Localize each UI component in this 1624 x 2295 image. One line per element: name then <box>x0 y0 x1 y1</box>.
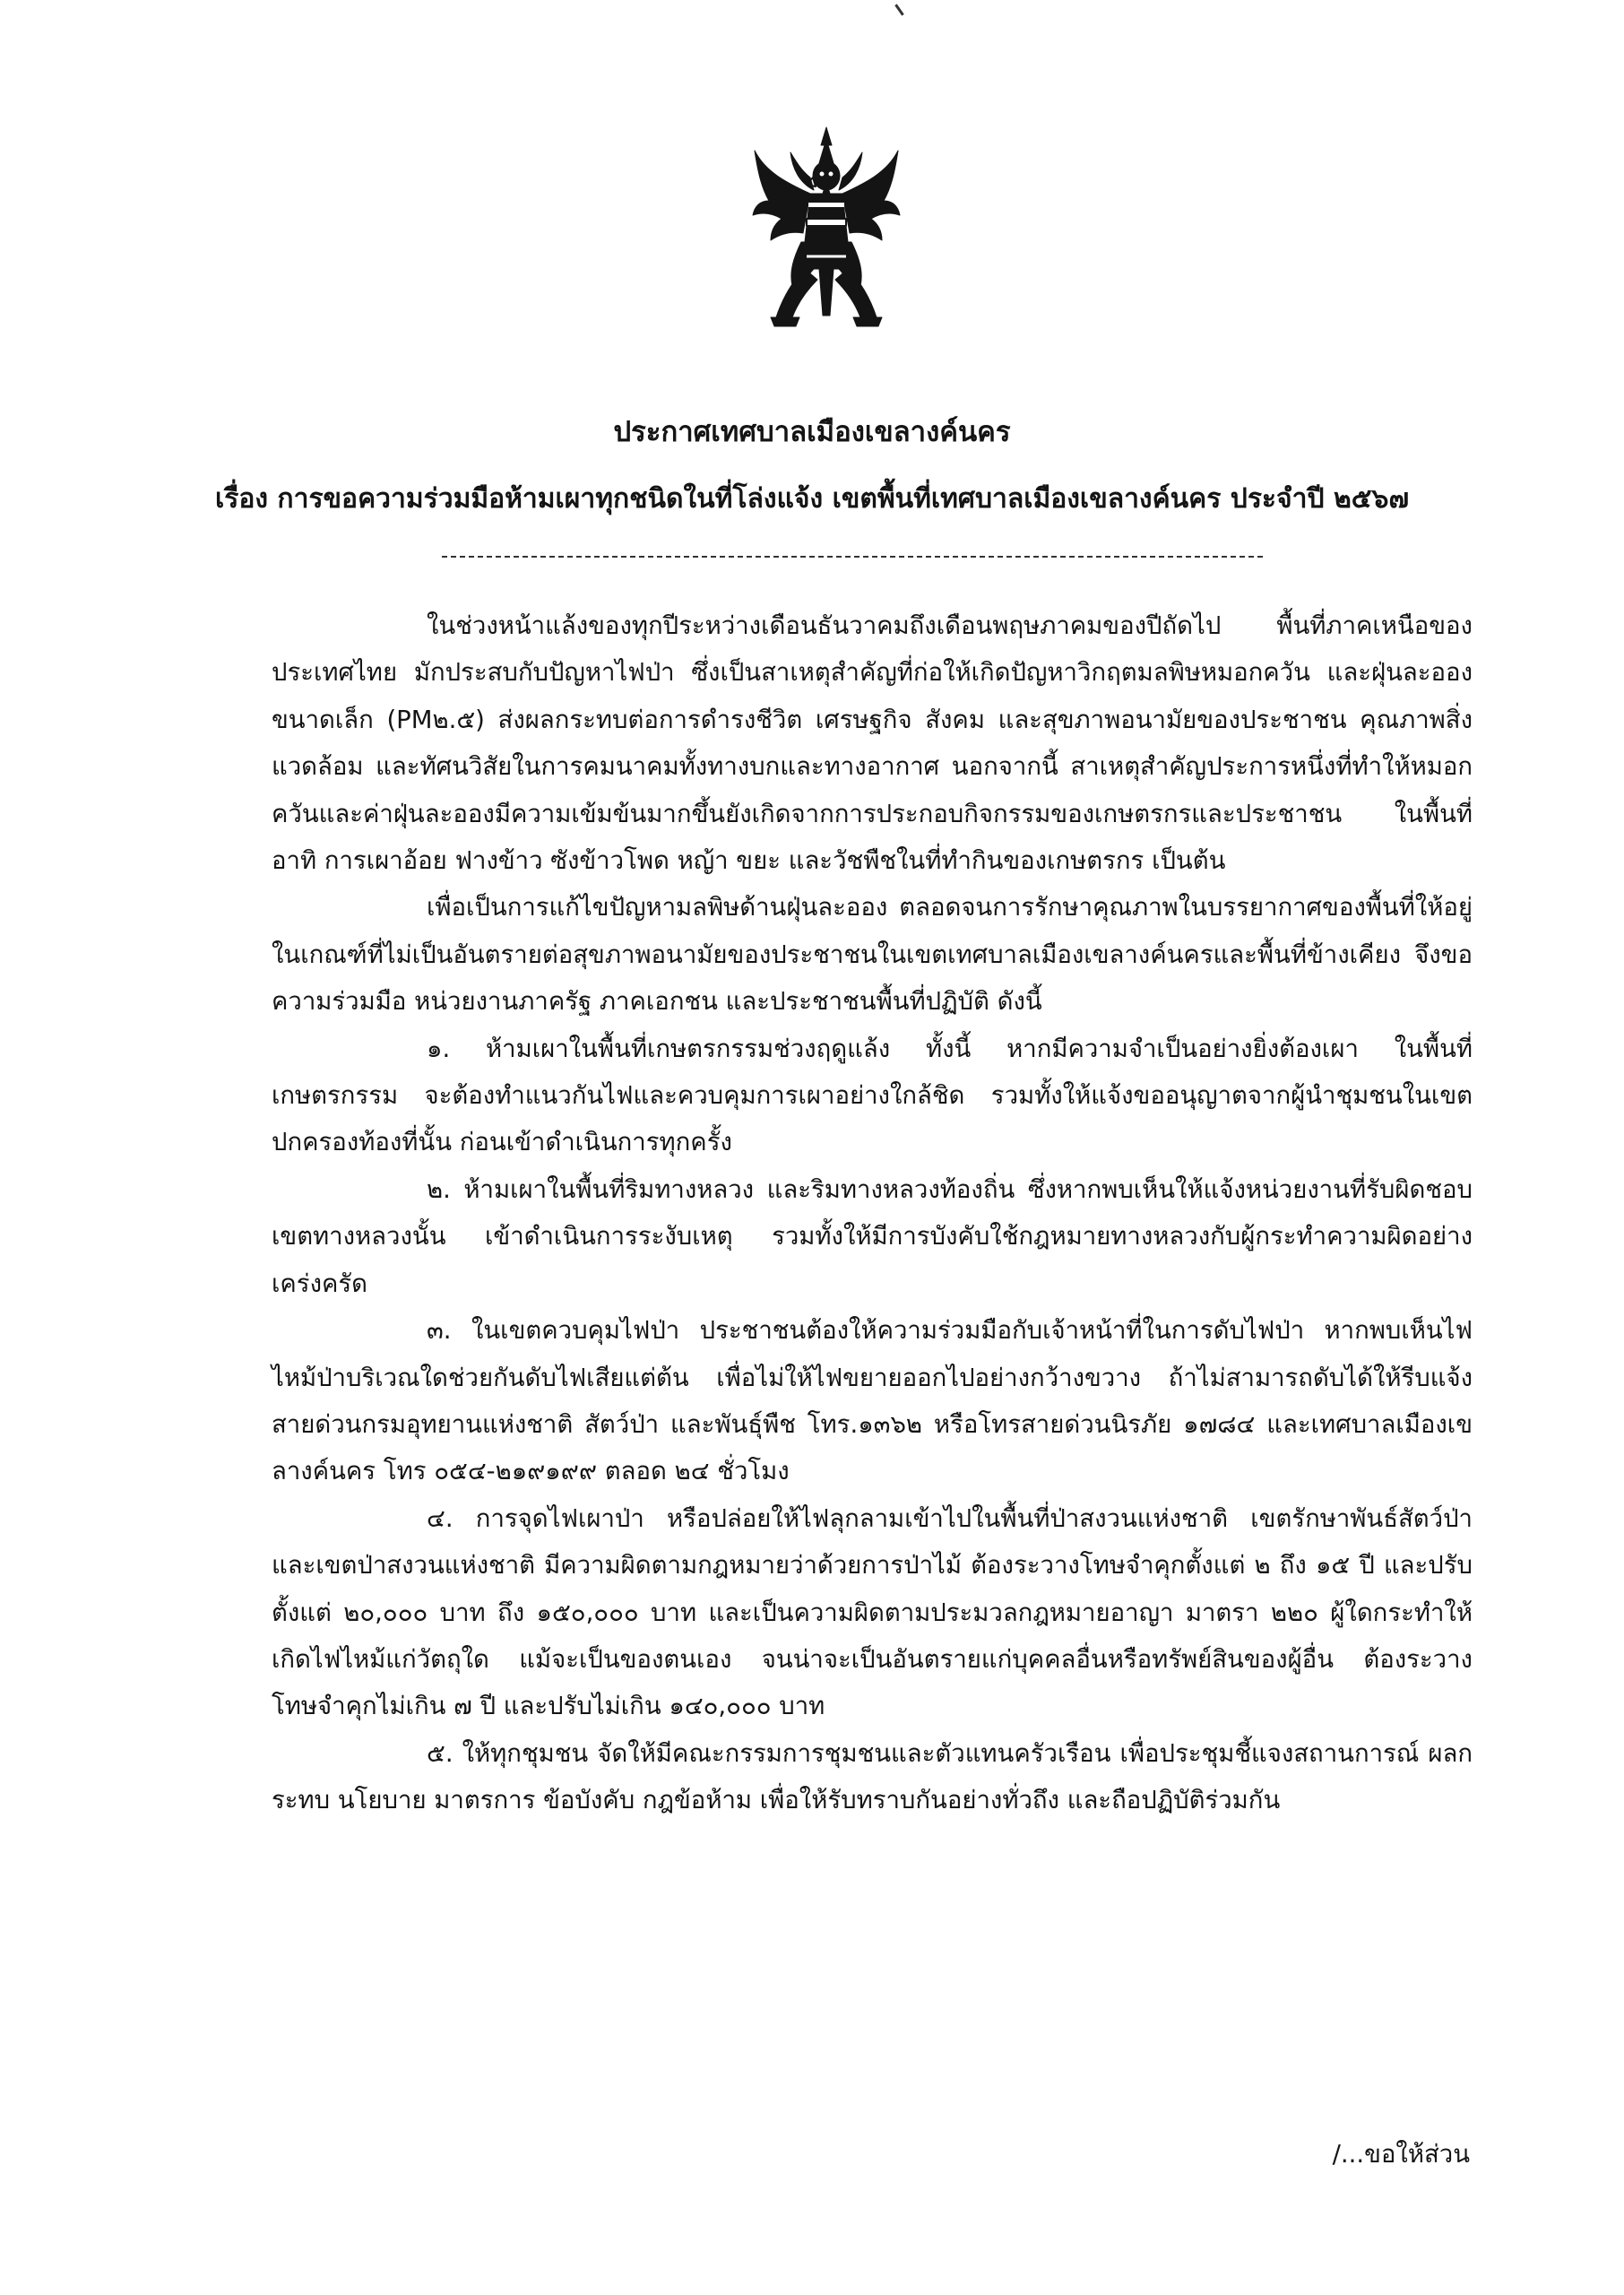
scan-mark <box>894 4 903 15</box>
announcement-subject: เรื่อง การขอความร่วมมือห้ามเผาทุกชนิดในที่โล่งแจ้ง เขตพื้นที่เทศบาลเมืองเขลางค์นคร ประจำปี ๒๕๖๗ <box>214 483 1410 515</box>
paragraph-item-1: ๑. ห้ามเผาในพื้นที่เกษตรกรรมช่วงฤดูแล้ง ทั้งนี้ หากมีความจำเป็นอย่างยิ่งต้องเผา ในพื้นที่เกษตรกรรม จะต้องทำแนวกันไฟและควบคุมการเผาอย่างใกล้ชิด รวมทั้งให้แจ้งขออนุญาตจากผู้นำชุมชนในเขตปกครองท้องที่นั้น ก่อนเข้าดำเนินการทุกครั้ง <box>272 1034 1473 1157</box>
paragraph-item-5: ๕. ให้ทุกชุมชน จัดให้มีคณะกรรมการชุมชนและตัวแทนครัวเรือน เพื่อประชุมชี้แจงสถานการณ์ ผลกระทบ นโยบาย มาตรการ ข้อบังคับ กฎข้อห้าม เพื่อให้รับทราบกันอย่างทั่วถึง และถือปฏิบัติร่วมกัน <box>272 1738 1473 1815</box>
announcement-title: ประกาศเทศบาลเมืองเขลางค์นคร <box>613 416 1011 448</box>
continuation-note: /...ขอให้ส่วน <box>1332 2140 1470 2169</box>
paragraph-item-3: ๓. ในเขตควบคุมไฟป่า ประชาชนต้องให้ความร่วมมือกับเจ้าหน้าที่ในการดับไฟป่า หากพบเห็นไฟไหม้ป่าบริเวณใดช่วยกันดับไฟเสียแต่ต้น เพื่อไม่ให้ไฟขยายออกไปอย่างกว้างขวาง ถ้าไม่สามารถดับได้ให้รีบแจ้งสายด่วนกรมอุทยานแห่งชาติ สัตว์ป่า และพันธุ์พืช โทร.๑๓๖๒ หรือโทรสายด่วนนิรภัย ๑๗๘๔ และเทศบาลเมืองเขลางค์นคร โทร ๐๕๔-๒๑๙๑๙๙ ตลอด ๒๔ ชั่วโมง <box>272 1316 1473 1486</box>
announcement-body <box>272 602 1473 1824</box>
paragraph-item-4: ๔. การจุดไฟเผาป่า หรือปล่อยให้ไฟลุกลามเข้าไปในพื้นที่ป่าสงวนแห่งชาติ เขตรักษาพันธ์สัตว์ป่า และเขตป่าสงวนแห่งชาติ มีความผิดตามกฎหมายว่าด้วยการป่าไม้ ต้องระวางโทษจำคุกตั้งแต่ ๒ ถึง ๑๕ ปี และปรับตั้งแต่ ๒๐,๐๐๐ บาท ถึง ๑๕๐,๐๐๐ บาท และเป็นความผิดตามประมวลกฎหมายอาญา มาตรา ๒๒๐ ผู้ใดกระทำให้เกิดไฟไหม้แก่วัตถุใด แม้จะเป็นของตนเอง จนน่าจะเป็นอันตรายแก่บุคคลอื่นหรือทรัพย์สินของผู้อื่น ต้องระวางโทษจำคุกไม่เกิน ๗ ปี และปรับไม่เกิน ๑๔๐,๐๐๐ บาท <box>272 1503 1473 1721</box>
paragraph-intro: ในช่วงหน้าแล้งของทุกปีระหว่างเดือนธันวาคมถึงเดือนพฤษภาคมของปีถัดไป พื้นที่ภาคเหนือของประเทศไทย มักประสบกับปัญหาไฟป่า ซึ่งเป็นสาเหตุสำคัญที่ก่อให้เกิดปัญหาวิกฤตมลพิษหมอกควัน และฝุ่นละอองขนาดเล็ก (PM๒.๕) ส่งผลกระทบต่อการดำรงชีวิต เศรษฐกิจ สังคม และสุขภาพอนามัยของประชาชน คุณภาพสิ่งแวดล้อม และทัศนวิสัยในการคมนาคมทั้งทางบกและทางอากาศ นอกจากนี้ สาเหตุสำคัญประการหนึ่งที่ทำให้หมอกควันและค่าฝุ่นละอองมีความเข้มข้นมากขึ้นยังเกิดจากการประกอบกิจกรรมของเกษตรกรและประชาชน ในพื้นที่ อาทิ การเผาอ้อย ฟางข้าว ซังข้าวโพด หญ้า ขยะ และวัชพืชในที่ทำกินของเกษตรกร เป็นต้น <box>272 611 1473 876</box>
paragraph-request: เพื่อเป็นการแก้ไขปัญหามลพิษด้านฝุ่นละออง ตลอดจนการรักษาคุณภาพในบรรยากาศของพื้นที่ให้อยู่ในเกณฑ์ที่ไม่เป็นอันตรายต่อสุขภาพอนามัยของประชาชนในเขตเทศบาลเมืองเขลางค์นครและพื้นที่ข้างเคียง จึงขอความร่วมมือ หน่วยงานภาครัฐ ภาคเอกชน และประชาชนพื้นที่ปฏิบัติ ดังนี้ <box>272 893 1473 1017</box>
paragraph-item-2: ๒. ห้ามเผาในพื้นที่ริมทางหลวง และริมทางหลวงท้องถิ่น ซึ่งหากพบเห็นให้แจ้งหน่วยงานที่รับผิดชอบเขตทางหลวงนั้น เข้าดำเนินการระงับเหตุ รวมทั้งให้มีการบังคับใช้กฎหมายทางหลวงกับผู้กระทำความผิดอย่างเคร่งครัด <box>272 1174 1473 1298</box>
divider-line <box>442 556 1263 558</box>
garuda-emblem-icon <box>751 126 902 332</box>
